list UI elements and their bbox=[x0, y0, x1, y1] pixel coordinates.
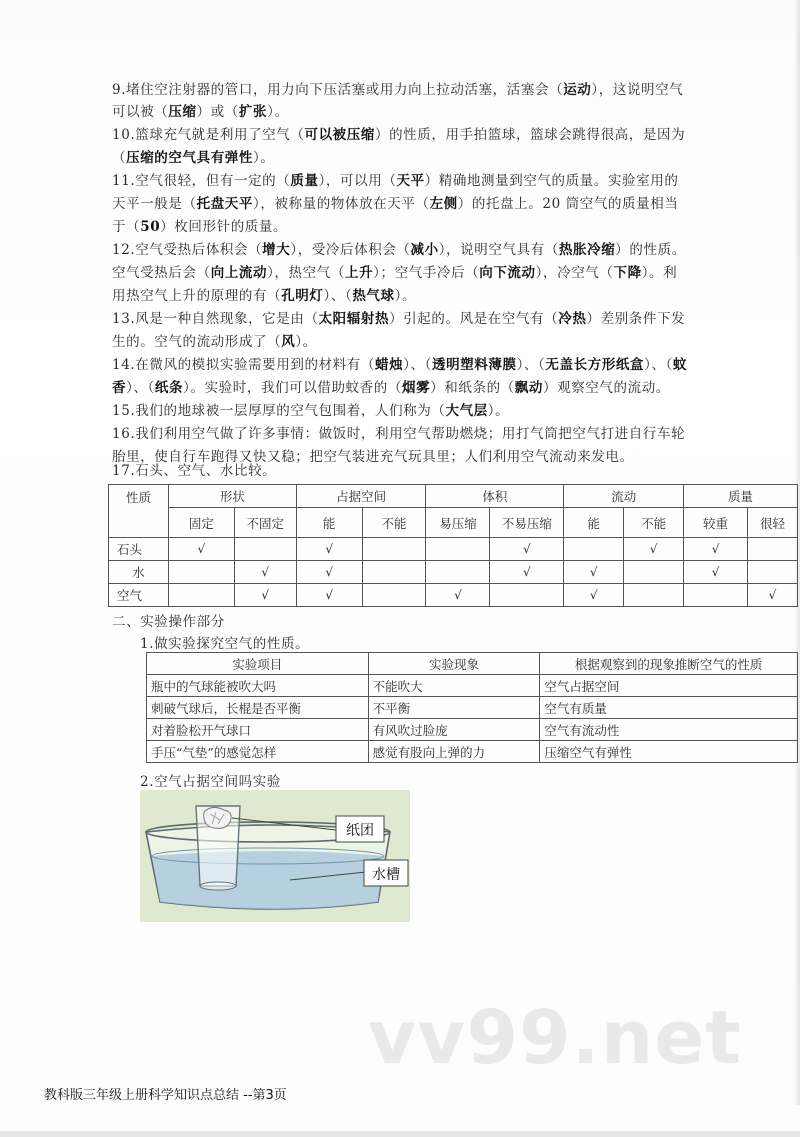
props-header-row bbox=[109, 485, 798, 508]
cell bbox=[564, 538, 624, 561]
subheader-hard-compress: 不易压缩 bbox=[490, 508, 564, 538]
subheader-can-occupy: 能 bbox=[296, 508, 362, 538]
exp-cell: 空气有流动性 bbox=[540, 719, 798, 741]
experiment-table bbox=[146, 652, 798, 763]
cell bbox=[747, 538, 797, 561]
group-shape: 形状 bbox=[168, 485, 296, 508]
item-11-line-3: 于（50）枚回形针的质量。 bbox=[112, 219, 288, 235]
water-trough-illustration bbox=[140, 790, 410, 922]
page-bottom-edge bbox=[0, 1131, 800, 1137]
exp-row bbox=[147, 741, 798, 763]
trough-drawing bbox=[140, 790, 410, 922]
item-15-line-1: 15.我们的地球被一层厚厚的空气包围着，人们称为（大气层）。 bbox=[112, 403, 510, 419]
cell bbox=[747, 561, 797, 584]
group-volume: 体积 bbox=[426, 485, 564, 508]
cell bbox=[624, 561, 684, 584]
label-paper-ball: 纸团 bbox=[346, 823, 374, 839]
exp-cell: 不能吹大 bbox=[368, 675, 540, 697]
item-9-line-1: 9.堵住空注射器的管口，用力向下压活塞或用力向上拉动活塞，活塞会（运动），这说明空气 bbox=[112, 82, 684, 98]
cell: √ bbox=[168, 538, 234, 561]
item-14-line-2: 香）、（纸条）。实验时，我们可以借助蚊香的（烟雾）和纸条的（飘动）观察空气的流动。 bbox=[112, 380, 670, 396]
cell: √ bbox=[684, 538, 748, 561]
subheader-very-light: 很轻 bbox=[747, 508, 797, 538]
exp-cell: 瓶中的气球能被吹大吗 bbox=[147, 675, 369, 697]
item-12-line-2: 空气受热后会（向上流动），热空气（上升）；空气手冷后（向下流动），冷空气（下降）。利 bbox=[112, 265, 678, 281]
cell: √ bbox=[426, 584, 490, 607]
item-13-line-2: 生的。空气的流动形成了（风）。 bbox=[112, 334, 317, 350]
cell: √ bbox=[624, 538, 684, 561]
exp-cell: 不平衡 bbox=[368, 697, 540, 719]
props-row-stone bbox=[109, 538, 798, 561]
item-17-title: 17.石头、空气、水比较。 bbox=[112, 463, 277, 479]
properties-comparison-table bbox=[108, 484, 798, 607]
group-flow: 流动 bbox=[564, 485, 684, 508]
item-13-line-1: 13.风是一种自然现象，它是由（太阳辐射热）引起的。风是在空气有（冷热）差别条件下发 bbox=[112, 311, 686, 327]
cell bbox=[362, 584, 426, 607]
cell: √ bbox=[747, 584, 797, 607]
exp-cell: 刺破气球后，长棍是否平衡 bbox=[147, 697, 369, 719]
paper-ball bbox=[204, 807, 231, 828]
cell: √ bbox=[234, 584, 296, 607]
exp-header-phenomenon: 实验现象 bbox=[368, 653, 540, 675]
exp-row bbox=[147, 697, 798, 719]
props-row-air bbox=[109, 584, 798, 607]
row-name: 水 bbox=[109, 561, 169, 584]
group-mass: 质量 bbox=[684, 485, 798, 508]
cell bbox=[168, 584, 234, 607]
item-14-line-1: 14.在微风的模拟实验需要用到的材料有（蜡烛）、（透明塑料薄膜）、（无盖长方形纸盒）、（蚊 bbox=[112, 357, 688, 373]
exp-cell: 压缩空气有弹性 bbox=[540, 741, 798, 763]
cell bbox=[168, 561, 234, 584]
group-space: 占据空间 bbox=[296, 485, 426, 508]
cell bbox=[624, 584, 684, 607]
water bbox=[152, 851, 384, 909]
props-row-water bbox=[109, 561, 798, 584]
item-16-line-1: 16.我们利用空气做了许多事情：做饭时，利用空气帮助燃烧；用打气筒把空气打进自行车轮 bbox=[112, 426, 686, 442]
section-2-sub-1: 1.做实验探究空气的性质。 bbox=[140, 636, 310, 652]
subheader-cannot-flow: 不能 bbox=[624, 508, 684, 538]
item-12-line-3: 用热空气上升的原理的有（孔明灯）、（热气球）。 bbox=[112, 288, 417, 304]
cell: √ bbox=[234, 561, 296, 584]
item-11-line-2: 天平一般是（托盘天平），被称量的物体放在天平（左侧）的托盘上。20 筒空气的质量相当 bbox=[112, 196, 679, 212]
subheader-heavier: 较重 bbox=[684, 508, 748, 538]
exp-cell: 空气占据空间 bbox=[540, 675, 798, 697]
cell: √ bbox=[564, 561, 624, 584]
cell bbox=[426, 538, 490, 561]
section-2-title: 二、实验操作部分 bbox=[112, 614, 225, 630]
exp-cell: 对着脸松开气球口 bbox=[147, 719, 369, 741]
props-subheader-row bbox=[109, 508, 798, 538]
item-10-line-1: 10.篮球充气就是利用了空气（可以被压缩）的性质，用手拍篮球，篮球会跳得很高，是因为 bbox=[112, 127, 686, 143]
cell: √ bbox=[684, 561, 748, 584]
exp-cell: 有风吹过脸庞 bbox=[368, 719, 540, 741]
item-10-line-2: （压缩的空气具有弹性）。 bbox=[112, 150, 275, 166]
cell bbox=[684, 584, 748, 607]
cell bbox=[426, 561, 490, 584]
cell: √ bbox=[564, 584, 624, 607]
exp-cell: 空气有质量 bbox=[540, 697, 798, 719]
exp-header-inference: 根据观察到的现象推断空气的性质 bbox=[540, 653, 798, 675]
exp-row bbox=[147, 675, 798, 697]
cell bbox=[362, 538, 426, 561]
cell: √ bbox=[296, 538, 362, 561]
label-water-trough: 水槽 bbox=[372, 867, 400, 883]
subheader-fixed: 固定 bbox=[168, 508, 234, 538]
exp-header-row bbox=[147, 653, 798, 675]
item-9-line-2: 可以被（压缩）或（扩张）。 bbox=[112, 104, 289, 120]
exp-row bbox=[147, 719, 798, 741]
exp-cell: 手压“气垫”的感觉怎样 bbox=[147, 741, 369, 763]
row-name: 石头 bbox=[109, 538, 169, 561]
section-2-sub-2: 2.空气占据空间吗实验 bbox=[140, 774, 281, 790]
exp-cell: 感觉有股向上弹的力 bbox=[368, 741, 540, 763]
cup-mouth bbox=[200, 882, 236, 890]
subheader-can-flow: 能 bbox=[564, 508, 624, 538]
cell: √ bbox=[296, 584, 362, 607]
subheader-easy-compress: 易压缩 bbox=[426, 508, 490, 538]
item-12-line-1: 12.空气受热后体积会（增大），受冷后体积会（减小），说明空气具有（热胀冷缩）的性质。 bbox=[112, 242, 686, 258]
cell: √ bbox=[490, 561, 564, 584]
subheader-cannot-occupy: 不能 bbox=[362, 508, 426, 538]
cell bbox=[234, 538, 296, 561]
subheader-not-fixed: 不固定 bbox=[234, 508, 296, 538]
cell bbox=[490, 584, 564, 607]
header-property: 性质 bbox=[109, 485, 169, 538]
item-11-line-1: 11.空气很轻，但有一定的（质量），可以用（天平）精确地测量到空气的质量。实验室用的 bbox=[112, 173, 679, 189]
cell: √ bbox=[490, 538, 564, 561]
row-name: 空气 bbox=[109, 584, 169, 607]
item-16-line-2: 胎里，使自行车跑得又快又稳；把空气装进充气玩具里；人们利用空气流动来发电。 bbox=[112, 449, 634, 465]
exp-header-item: 实验项目 bbox=[147, 653, 369, 675]
cell: √ bbox=[296, 561, 362, 584]
cell bbox=[362, 561, 426, 584]
watermark: vv99.net bbox=[368, 995, 742, 1081]
page-footer: 教科版三年级上册科学知识点总结 --第3页 bbox=[44, 1088, 287, 1103]
